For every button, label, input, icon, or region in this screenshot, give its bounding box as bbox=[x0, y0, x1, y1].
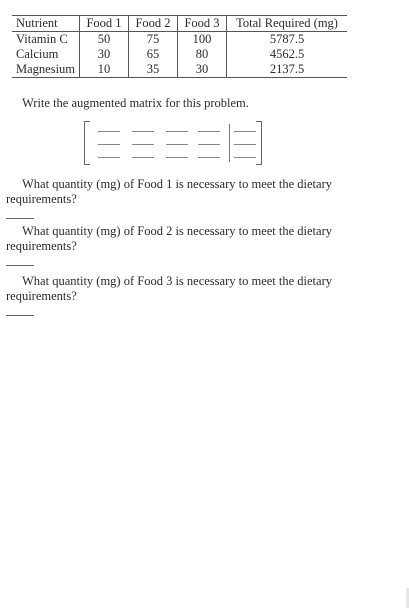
nutrient-table bbox=[12, 15, 347, 78]
table-row bbox=[12, 32, 347, 48]
matrix-entry-blank[interactable] bbox=[98, 131, 120, 132]
matrix-entry-blank[interactable] bbox=[234, 157, 256, 158]
question-text: What quantity (mg) of Food 2 is necessary to meet the dietary requirements? bbox=[6, 224, 332, 253]
cell-food-3: 100 bbox=[178, 32, 227, 48]
cell-food-1: 10 bbox=[80, 62, 129, 78]
question-food-2 bbox=[6, 224, 356, 254]
question-food-3 bbox=[6, 274, 356, 304]
cell-food-2: 65 bbox=[129, 47, 178, 62]
matrix-entry-blank[interactable] bbox=[198, 144, 220, 145]
matrix-entry-blank[interactable] bbox=[98, 157, 120, 158]
header-food-1: Food 1 bbox=[80, 16, 129, 32]
cell-food-3: 30 bbox=[178, 62, 227, 78]
matrix-entry-blank[interactable] bbox=[234, 131, 256, 132]
matrix-entry-blank[interactable] bbox=[166, 131, 188, 132]
cell-food-3: 80 bbox=[178, 47, 227, 62]
cell-total-required: 2137.5 bbox=[227, 62, 348, 78]
header-nutrient: Nutrient bbox=[12, 16, 80, 32]
matrix-right-bracket bbox=[256, 121, 262, 165]
header-food-2: Food 2 bbox=[129, 16, 178, 32]
cell-food-2: 75 bbox=[129, 32, 178, 48]
matrix-entry-blank[interactable] bbox=[166, 144, 188, 145]
cell-food-2: 35 bbox=[129, 62, 178, 78]
matrix-entry-blank[interactable] bbox=[166, 157, 188, 158]
answer-blank-food-1[interactable] bbox=[6, 218, 34, 219]
answer-blank-food-3[interactable] bbox=[6, 315, 34, 316]
question-food-1 bbox=[6, 177, 356, 207]
cell-total-required: 4562.5 bbox=[227, 47, 348, 62]
question-text: What quantity (mg) of Food 1 is necessary to meet the dietary requirements? bbox=[6, 177, 332, 206]
matrix-augment-divider bbox=[229, 124, 230, 162]
question-text: What quantity (mg) of Food 3 is necessary to meet the dietary requirements? bbox=[6, 274, 332, 303]
header-total-required: Total Required (mg) bbox=[227, 16, 348, 32]
cell-total-required: 5787.5 bbox=[227, 32, 348, 48]
header-food-3: Food 3 bbox=[178, 16, 227, 32]
cell-nutrient-name: Calcium bbox=[16, 47, 59, 61]
cell-nutrient-name: Magnesium bbox=[12, 62, 80, 78]
matrix-entry-blank[interactable] bbox=[198, 157, 220, 158]
matrix-entry-blank[interactable] bbox=[234, 144, 256, 145]
matrix-entry-blank[interactable] bbox=[198, 131, 220, 132]
table-header-row bbox=[12, 16, 347, 32]
matrix-left-bracket bbox=[84, 121, 90, 165]
cell-food-1: 30 bbox=[80, 47, 129, 62]
matrix-entry-blank[interactable] bbox=[132, 157, 154, 158]
cell-nutrient-name: Vitamin C bbox=[16, 32, 68, 46]
cell-food-1: 50 bbox=[80, 32, 129, 48]
matrix-entry-blank[interactable] bbox=[98, 144, 120, 145]
matrix-entry-blank[interactable] bbox=[132, 131, 154, 132]
augmented-matrix bbox=[84, 121, 262, 165]
table-row bbox=[12, 62, 347, 78]
augmented-matrix-prompt: Write the augmented matrix for this problem. bbox=[22, 96, 249, 110]
answer-blank-food-2[interactable] bbox=[6, 265, 34, 266]
matrix-entry-blank[interactable] bbox=[132, 144, 154, 145]
table-row bbox=[12, 47, 347, 62]
